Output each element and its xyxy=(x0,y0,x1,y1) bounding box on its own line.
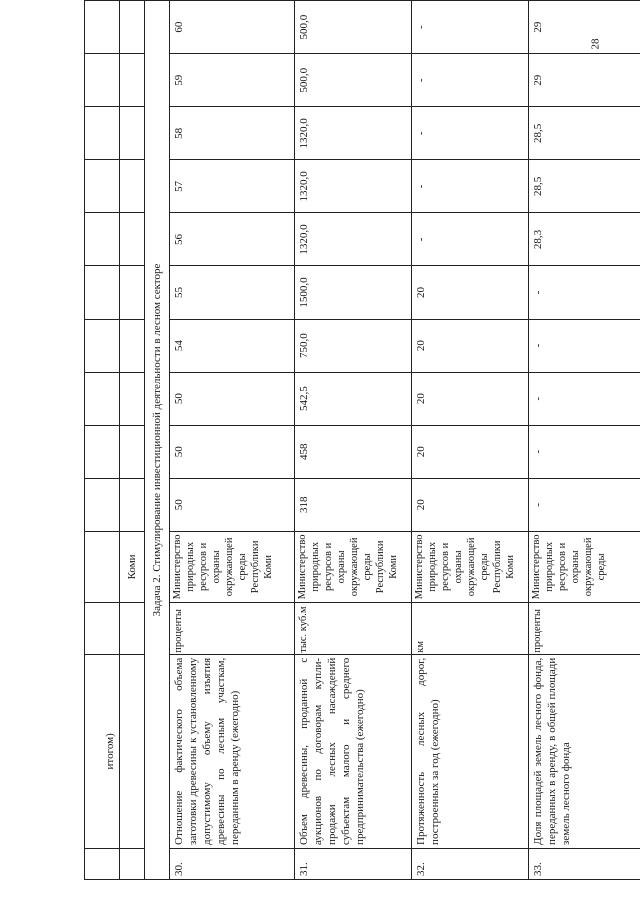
value-cell: 500,0 xyxy=(295,1,412,54)
value-cell: 28,3 xyxy=(529,213,640,266)
continuation-text: итогом) xyxy=(85,654,120,848)
value-cell: 29 xyxy=(529,54,640,107)
value-cell: 29 xyxy=(529,1,640,54)
value-cell: - xyxy=(529,266,640,319)
value-cell: 56 xyxy=(170,213,295,266)
value-cell: 20 xyxy=(412,319,529,372)
value-cell: 20 xyxy=(412,478,529,531)
unit-cell: тыс. куб.м xyxy=(295,602,412,654)
value-cell: - xyxy=(412,160,529,213)
value-cell: 57 xyxy=(170,160,295,213)
indicators-table xyxy=(84,0,640,880)
value-cell: - xyxy=(412,107,529,160)
unit-cell: проценты xyxy=(529,602,640,654)
value-cell: - xyxy=(412,1,529,54)
row-number: 32. xyxy=(412,848,529,879)
responsible-cell: Министерство природных ресурсов и охраны окружающей среды Республики Коми xyxy=(412,531,529,602)
unit-cell: проценты xyxy=(170,602,295,654)
value-cell: 50 xyxy=(170,478,295,531)
value-cell: 28,5 xyxy=(529,107,640,160)
region-cell: Коми xyxy=(120,531,145,602)
row-number: 31. xyxy=(295,848,412,879)
task-title-row xyxy=(145,1,170,880)
value-cell: - xyxy=(529,478,640,531)
rotated-table-container xyxy=(84,0,607,880)
table-row xyxy=(529,1,640,880)
responsible-cell: Министерство природных ресурсов и охраны окружающей среды Республики Коми xyxy=(295,531,412,602)
table-row xyxy=(295,1,412,880)
value-cell: 55 xyxy=(170,266,295,319)
indicator-name: Объем древесины, проданной с аукционов по договорам купли-продажи лесных насаждений субъектам малого и среднего предпринимательства (ежегодно) xyxy=(295,654,412,848)
value-cell: 50 xyxy=(170,425,295,478)
value-cell: 54 xyxy=(170,319,295,372)
value-cell: - xyxy=(412,54,529,107)
unit-cell: км xyxy=(412,602,529,654)
value-cell: 1500,0 xyxy=(295,266,412,319)
table-row xyxy=(412,1,529,880)
value-cell: 750,0 xyxy=(295,319,412,372)
value-cell: 1320,0 xyxy=(295,213,412,266)
table-continuation-row xyxy=(85,1,120,880)
row-number: 30. xyxy=(170,848,295,879)
value-cell: 20 xyxy=(412,266,529,319)
table-row xyxy=(170,1,295,880)
value-cell: 58 xyxy=(170,107,295,160)
value-cell: 60 xyxy=(170,1,295,54)
value-cell: - xyxy=(529,319,640,372)
value-cell: 500,0 xyxy=(295,54,412,107)
value-cell: 542,5 xyxy=(295,372,412,425)
value-cell: 1320,0 xyxy=(295,160,412,213)
value-cell: - xyxy=(412,213,529,266)
value-cell: 1320,0 xyxy=(295,107,412,160)
responsible-cell: Министерство природных ресурсов и охраны окружающей среды xyxy=(529,531,640,602)
value-cell: - xyxy=(529,372,640,425)
value-cell: 50 xyxy=(170,372,295,425)
value-cell: 28,5 xyxy=(529,160,640,213)
value-cell: 20 xyxy=(412,425,529,478)
value-cell: 20 xyxy=(412,372,529,425)
value-cell: 59 xyxy=(170,54,295,107)
task-title: Задача 2. Стимулирование инвестиционной деятельности в лесном секторе xyxy=(145,1,170,880)
responsible-cell: Министерство природных ресурсов и охраны окружающей среды Республики Коми xyxy=(170,531,295,602)
row-number: 33. xyxy=(529,848,640,879)
indicator-name: Протяженность лесных дорог, построенных за год (ежегодно) xyxy=(412,654,529,848)
page-number: 28 xyxy=(589,38,602,50)
value-cell: - xyxy=(529,425,640,478)
table-header-row xyxy=(120,1,145,880)
indicator-name: Доля площадей земель лесного фонда, переданных в аренду, в общей площади земель лесного фонда xyxy=(529,654,640,848)
indicator-name: Отношение фактического объема заготовки древесины к установленному допустимому объему изъятия древесины по лесным участкам, переданным в аренду (ежегодно) xyxy=(170,654,295,848)
value-cell: 458 xyxy=(295,425,412,478)
value-cell: 318 xyxy=(295,478,412,531)
